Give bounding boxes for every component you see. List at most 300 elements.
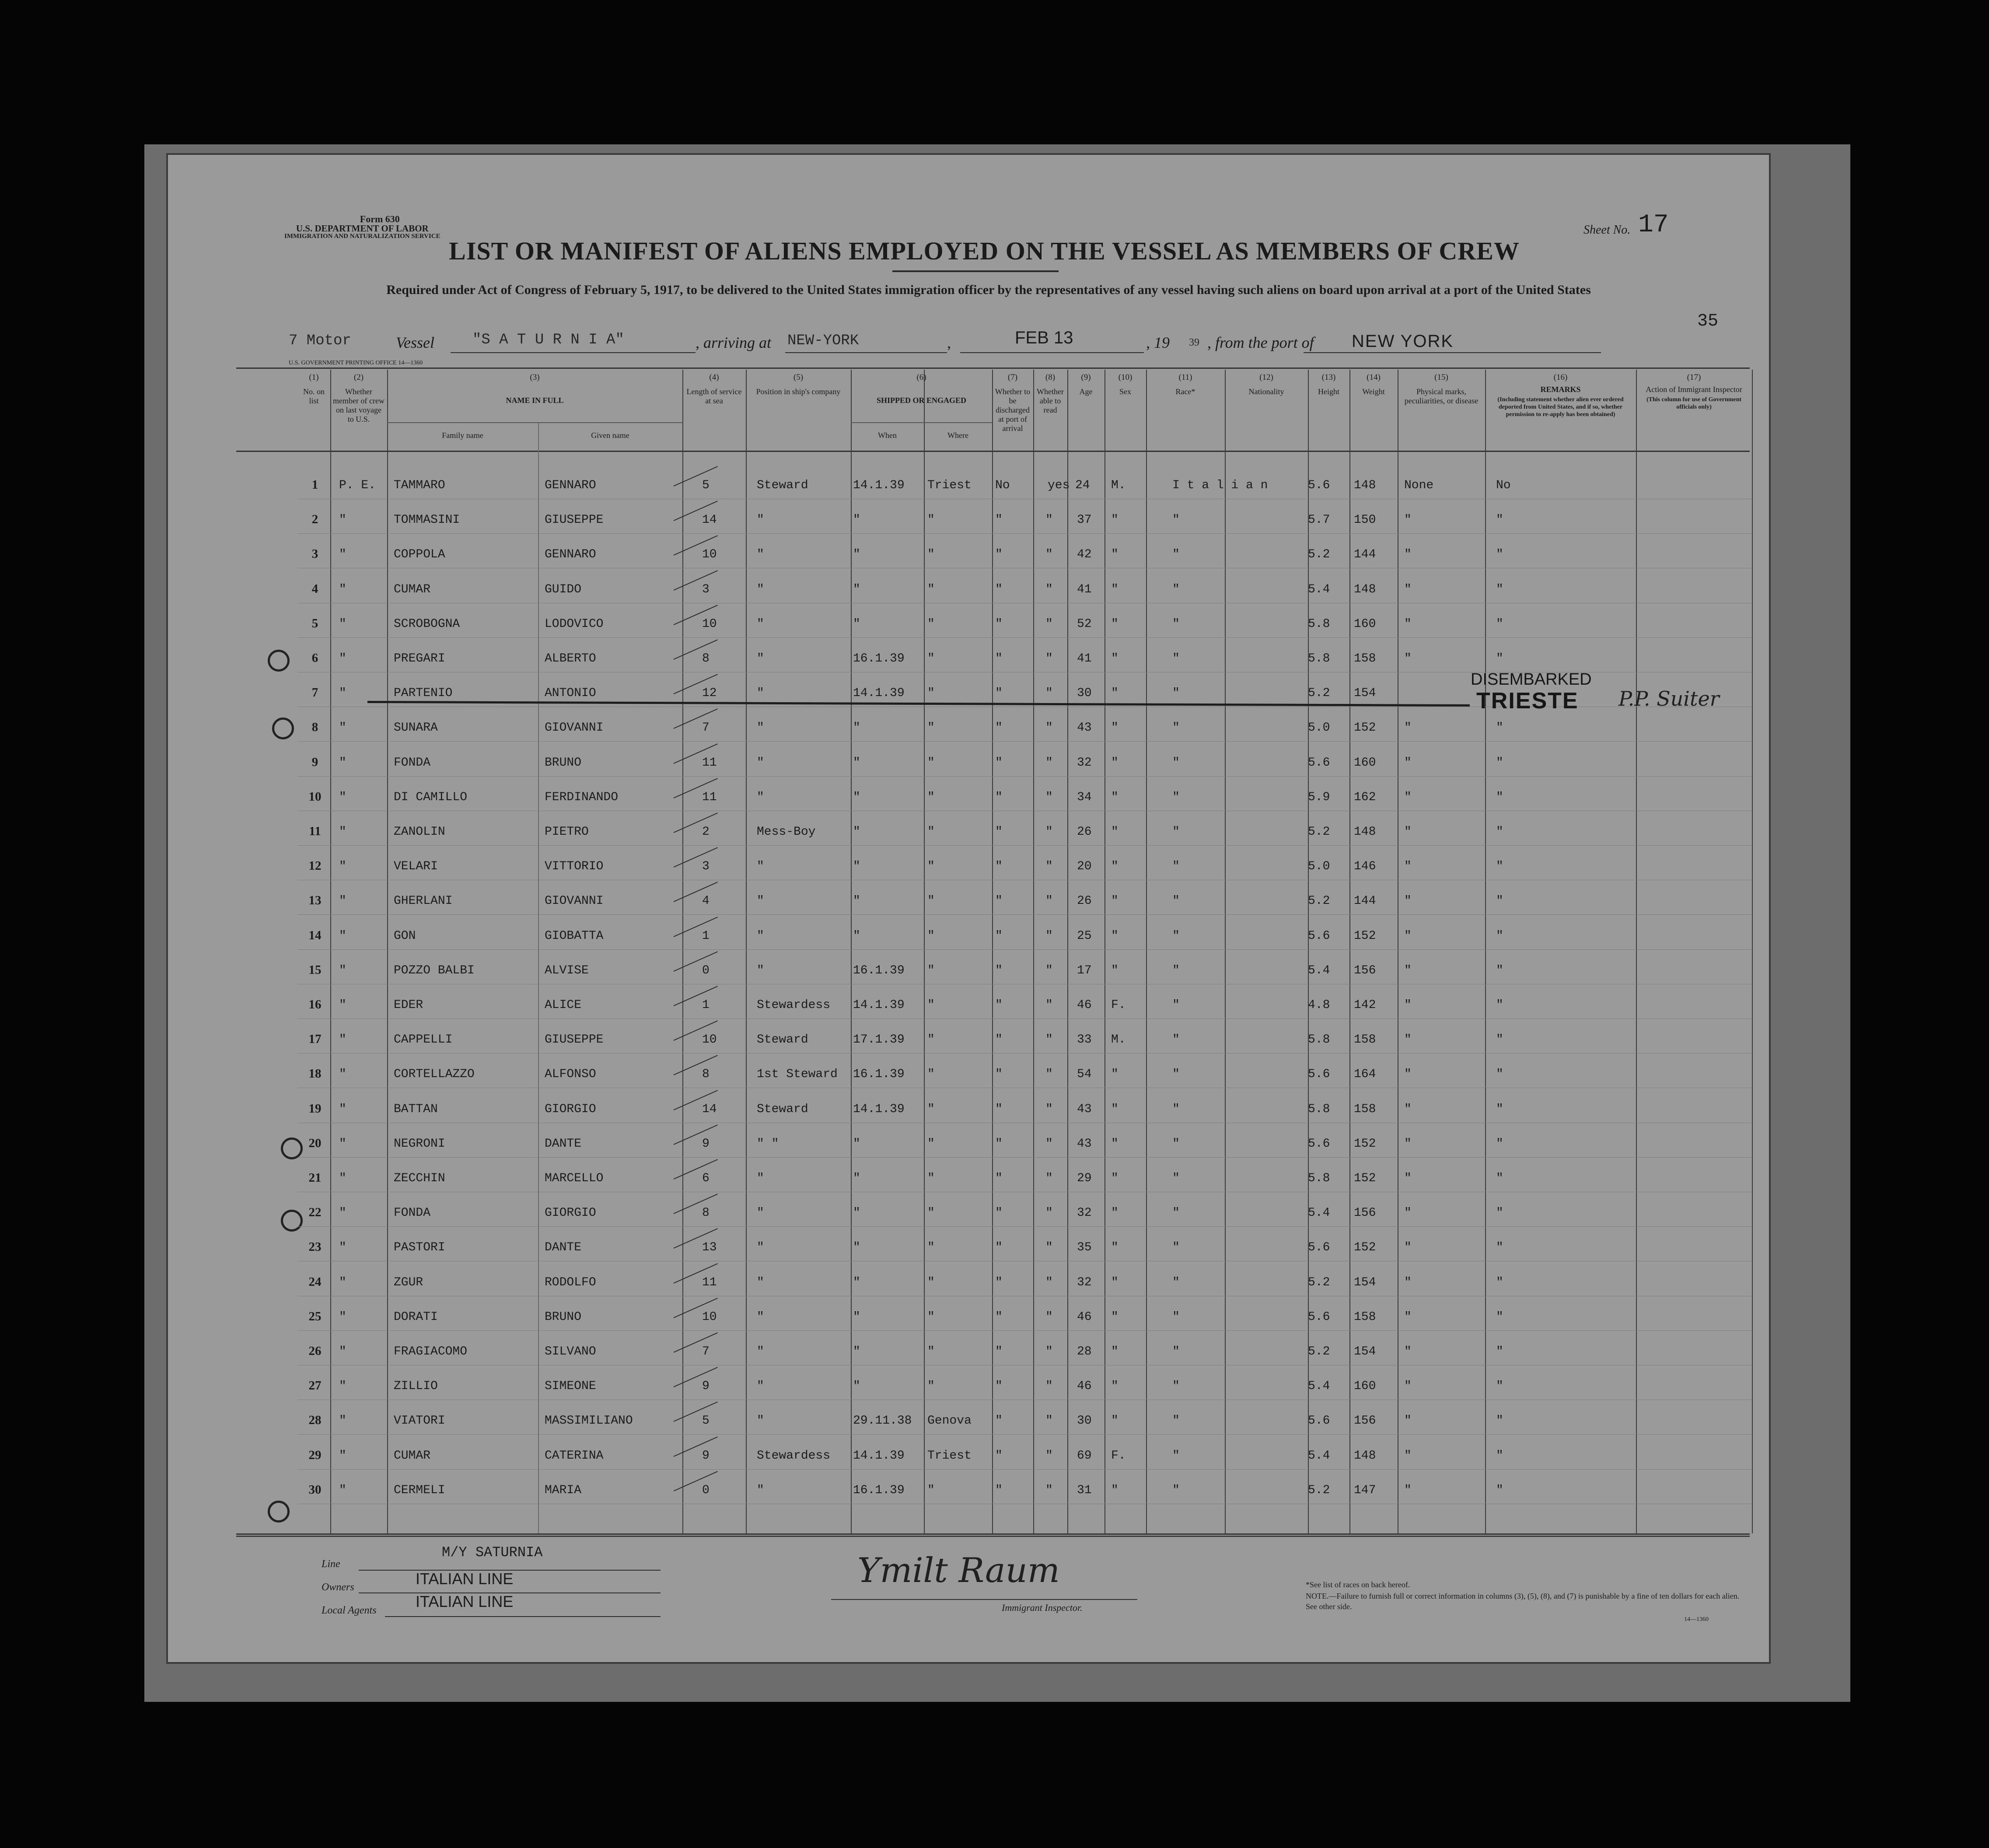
cell-discharged: "	[995, 791, 1003, 804]
row-number: 20	[308, 1136, 322, 1150]
cell-prev: "	[339, 860, 346, 873]
cell-when: 16.1.39	[853, 1484, 905, 1497]
from-port: NEW YORK	[1352, 332, 1454, 351]
row-number: 13	[308, 893, 322, 907]
cell-when: 17.1.39	[853, 1033, 905, 1046]
column-divider	[387, 370, 388, 1533]
row-rule	[297, 845, 1752, 846]
cell-discharged: "	[995, 998, 1003, 1012]
cell-when: "	[853, 825, 860, 839]
cell-nationality: "	[1172, 721, 1180, 735]
cell-marks: "	[1404, 825, 1412, 839]
cell-nationality: "	[1172, 825, 1180, 839]
cell-remarks: "	[1496, 825, 1503, 839]
cell-weight: 150	[1354, 513, 1376, 527]
column-divider	[1752, 370, 1753, 1533]
cell-age: 37	[1077, 513, 1092, 527]
cell-marks: "	[1404, 929, 1412, 943]
cell-position: "	[757, 548, 764, 561]
cell-nationality: "	[1172, 1449, 1180, 1463]
cell-when: 16.1.39	[853, 1068, 905, 1081]
cell-position: "	[757, 1379, 764, 1393]
cell-remarks: "	[1496, 1206, 1503, 1220]
cell-family: FONDA	[394, 1206, 431, 1220]
cell-age: 32	[1077, 1206, 1092, 1220]
cell-position: "	[757, 617, 764, 631]
cell-read: "	[1045, 721, 1053, 735]
cell-when: 14.1.39	[853, 998, 905, 1012]
cell-given: ALVISE	[545, 964, 589, 977]
cell-nationality: "	[1172, 964, 1180, 977]
cell-read: "	[1045, 1310, 1053, 1324]
column-header: Position in ship's company	[756, 387, 841, 396]
line-value: M/Y SATURNIA	[442, 1544, 543, 1561]
cell-age: 43	[1077, 1102, 1092, 1116]
cell-height: 5.9	[1308, 791, 1330, 804]
cell-when: 29.11.38	[853, 1414, 912, 1428]
cell-weight: 158	[1354, 1102, 1376, 1116]
cell-where: "	[927, 548, 935, 561]
cell-prev: "	[339, 721, 346, 735]
cell-where: "	[927, 1310, 935, 1324]
cell-service: 1	[702, 998, 710, 1012]
cell-nationality: "	[1172, 617, 1180, 631]
column-number: (11)	[1178, 373, 1192, 382]
cell-family: SCROBOGNA	[394, 617, 460, 631]
cell-position: Stewardess	[757, 998, 831, 1012]
cell-age: 35	[1077, 1241, 1092, 1254]
cell-height: 5.2	[1308, 1276, 1330, 1289]
cell-service: 8	[702, 1206, 710, 1220]
cell-sex: "	[1111, 1310, 1119, 1324]
cell-weight: 154	[1354, 1276, 1376, 1289]
vessel-label: Vessel	[396, 334, 434, 351]
cell-read: yes	[1048, 479, 1070, 492]
column-header: NAME IN FULL	[506, 396, 564, 405]
cell-service: 10	[702, 617, 717, 631]
cell-family: ZGUR	[394, 1276, 423, 1289]
cell-position: "	[757, 860, 764, 873]
cell-height: 5.4	[1308, 1449, 1330, 1463]
row-rule	[297, 1157, 1752, 1158]
cell-sex: "	[1111, 548, 1119, 561]
column-header: Race*	[1175, 387, 1195, 396]
cell-weight: 160	[1354, 617, 1376, 631]
cell-where: "	[927, 686, 935, 700]
cell-weight: 148	[1354, 1449, 1376, 1463]
form-code: 14—1360	[1684, 1616, 1709, 1623]
cell-nationality: "	[1172, 1172, 1180, 1185]
cell-family: EDER	[394, 998, 423, 1012]
cell-discharged: "	[995, 1449, 1003, 1463]
cell-discharged: "	[995, 1172, 1003, 1185]
row-rule	[297, 1330, 1752, 1331]
row-number: 22	[308, 1205, 322, 1219]
row-number: 6	[311, 651, 318, 665]
cell-weight: 152	[1354, 1137, 1376, 1151]
row-number: 4	[311, 582, 318, 596]
cell-read: "	[1045, 1241, 1053, 1254]
cell-height: 5.2	[1308, 548, 1330, 561]
cell-family: CUMAR	[394, 1449, 431, 1463]
cell-prev: "	[339, 929, 346, 943]
cell-service: 9	[702, 1449, 710, 1463]
cell-given: GIOVANNI	[545, 894, 604, 908]
cell-service: 6	[702, 1172, 710, 1185]
cell-remarks: "	[1496, 1172, 1503, 1185]
from-label: , from the port of	[1207, 334, 1314, 351]
column-header: REMARKS	[1540, 385, 1581, 394]
cell-marks: "	[1404, 1102, 1412, 1116]
cell-family: VIATORI	[394, 1414, 445, 1428]
cell-family: PREGARI	[394, 652, 445, 665]
cell-prev: "	[339, 998, 346, 1012]
cell-age: 54	[1077, 1068, 1092, 1081]
row-number: 15	[308, 963, 322, 977]
cell-where: "	[927, 825, 935, 839]
row-number: 18	[308, 1067, 322, 1081]
cell-family: NEGRONI	[394, 1137, 445, 1151]
cell-discharged: "	[995, 1206, 1003, 1220]
footer-top-rule	[236, 1536, 1750, 1537]
inspector-label: Immigrant Inspector.	[1002, 1602, 1083, 1613]
row-rule	[297, 741, 1752, 742]
cell-age: 43	[1077, 1137, 1092, 1151]
cell-prev: "	[339, 894, 346, 908]
cell-sex: "	[1111, 1414, 1119, 1428]
column-subheader: When	[878, 431, 897, 440]
cell-nationality: "	[1172, 1137, 1180, 1151]
cell-weight: 144	[1354, 894, 1376, 908]
cell-family: FONDA	[394, 756, 431, 770]
cell-where: "	[927, 1345, 935, 1358]
cell-where: Triest	[927, 479, 972, 492]
cell-position: "	[757, 1414, 764, 1428]
cell-prev: "	[339, 1310, 346, 1324]
cell-given: GIOVANNI	[545, 721, 604, 735]
cell-marks: "	[1404, 617, 1412, 631]
cell-height: 5.8	[1308, 617, 1330, 631]
cell-sex: "	[1111, 756, 1119, 770]
cell-marks: "	[1404, 998, 1412, 1012]
row-number: 12	[308, 859, 322, 873]
fill-rule	[451, 352, 696, 353]
cell-read: "	[1045, 791, 1053, 804]
cell-service: 12	[702, 686, 717, 700]
table-bottom-rule	[236, 1533, 1750, 1535]
cell-when: 14.1.39	[853, 1449, 905, 1463]
cell-prev: "	[339, 756, 346, 770]
cell-family: ZANOLIN	[394, 825, 445, 839]
cell-sex: "	[1111, 825, 1119, 839]
cell-height: 5.8	[1308, 1033, 1330, 1046]
cell-read: "	[1045, 1137, 1053, 1151]
cell-age: 34	[1077, 791, 1092, 804]
cell-marks: "	[1404, 513, 1412, 527]
cell-sex: "	[1111, 652, 1119, 665]
cell-family: BATTAN	[394, 1102, 438, 1116]
cell-read: "	[1045, 548, 1053, 561]
cell-sex: "	[1111, 1379, 1119, 1393]
cell-when: "	[853, 721, 860, 735]
cell-weight: 158	[1354, 652, 1376, 665]
cell-prev: "	[339, 1241, 346, 1254]
column-divider	[924, 370, 925, 1533]
row-number: 2	[311, 512, 318, 526]
cell-read: "	[1045, 617, 1053, 631]
year: 39	[1189, 337, 1199, 348]
cell-family: CORTELLAZZO	[394, 1068, 475, 1081]
row-number: 1	[311, 478, 318, 492]
cell-discharged: "	[995, 894, 1003, 908]
cell-nationality: "	[1172, 998, 1180, 1012]
cell-prev: "	[339, 1206, 346, 1220]
cell-service: 10	[702, 1310, 717, 1324]
cell-read: "	[1045, 686, 1053, 700]
cell-position: "	[757, 1206, 764, 1220]
column-number: (12)	[1259, 373, 1273, 382]
cell-prev: P. E.	[339, 479, 376, 492]
cell-marks: "	[1404, 1345, 1412, 1358]
cell-read: "	[1045, 929, 1053, 943]
row-number: 16	[308, 998, 322, 1012]
cell-discharged: "	[995, 964, 1003, 977]
sheet-number-label: Sheet No.	[1584, 223, 1631, 237]
cell-age: 69	[1077, 1449, 1092, 1463]
cell-sex: "	[1111, 1484, 1119, 1497]
cell-family: GHERLANI	[394, 894, 453, 908]
row-number: 26	[308, 1344, 322, 1358]
disembarked-stamp: DISEMBARKED	[1471, 670, 1592, 689]
column-divider	[1308, 370, 1309, 1533]
cell-service: 3	[702, 860, 710, 873]
cell-when: "	[853, 1379, 860, 1393]
column-divider	[1067, 370, 1068, 1533]
cell-read: "	[1045, 1102, 1053, 1116]
cell-where: "	[927, 894, 935, 908]
cell-family: GON	[394, 929, 416, 943]
cell-discharged: No	[995, 479, 1010, 492]
cell-marks: "	[1404, 1068, 1412, 1081]
penalty-note: NOTE.—Failure to furnish full or correct information in columns (3), (5), (8), and (7) is punishable by a fine of ten dollars for each alien. See other side.	[1306, 1592, 1740, 1611]
column-divider	[1225, 370, 1226, 1533]
cell-given: ALICE	[545, 998, 582, 1012]
owners-label: Owners	[322, 1582, 354, 1593]
cell-marks: "	[1404, 721, 1412, 735]
cell-height: 5.4	[1308, 583, 1330, 596]
cell-position: Stewardess	[757, 1449, 831, 1463]
column-number: (6)	[916, 373, 926, 382]
cell-given: MARIA	[545, 1484, 582, 1497]
cell-when: "	[853, 617, 860, 631]
cell-age: 30	[1077, 686, 1092, 700]
row-number: 25	[308, 1309, 322, 1323]
cell-service: 11	[702, 1276, 717, 1289]
cell-discharged: "	[995, 617, 1003, 631]
cell-service: 8	[702, 1068, 710, 1081]
cell-age: 24	[1075, 479, 1090, 492]
cell-weight: 158	[1354, 1033, 1376, 1046]
cell-remarks: "	[1496, 756, 1503, 770]
cell-position: "	[757, 791, 764, 804]
column-number: (17)	[1687, 373, 1701, 382]
cell-family: ZILLIO	[394, 1379, 438, 1393]
reinforcement-ring	[281, 1210, 303, 1232]
cell-read: "	[1045, 1276, 1053, 1289]
cell-remarks: "	[1496, 1414, 1503, 1428]
cell-height: 5.4	[1308, 1206, 1330, 1220]
cell-read: "	[1045, 964, 1053, 977]
cell-position: "	[757, 929, 764, 943]
department-name: U.S. DEPARTMENT OF LABOR	[296, 223, 429, 234]
cell-nationality: "	[1172, 791, 1180, 804]
cell-discharged: "	[995, 929, 1003, 943]
cell-prev: "	[339, 1102, 346, 1116]
cell-weight: 148	[1354, 479, 1376, 492]
cell-service: 14	[702, 1102, 717, 1116]
row-number: 30	[308, 1483, 322, 1497]
cell-marks: "	[1404, 1137, 1412, 1151]
cell-remarks: "	[1496, 894, 1503, 908]
cell-service: 1	[702, 929, 710, 943]
cell-service: 11	[702, 756, 717, 770]
cell-sex: "	[1111, 1276, 1119, 1289]
column-divider	[1636, 370, 1637, 1533]
inspector-signature: Ymilt Raum	[857, 1551, 1060, 1590]
cell-discharged: "	[995, 1241, 1003, 1254]
cell-weight: 156	[1354, 964, 1376, 977]
cell-nationality: "	[1172, 548, 1180, 561]
cell-read: "	[1045, 1379, 1053, 1393]
cell-read: "	[1045, 1068, 1053, 1081]
cell-prev: "	[339, 1033, 346, 1046]
cell-read: "	[1045, 998, 1053, 1012]
cell-position: "	[757, 721, 764, 735]
cell-height: 5.2	[1308, 1484, 1330, 1497]
row-rule	[297, 533, 1752, 534]
column-header: SHIPPED OR ENGAGED	[876, 396, 967, 405]
cell-age: 43	[1077, 721, 1092, 735]
row-rule	[297, 776, 1752, 777]
column-divider	[851, 370, 852, 1533]
column-number: (13)	[1321, 373, 1336, 382]
cell-where: "	[927, 998, 935, 1012]
cell-read: "	[1045, 652, 1053, 665]
cell-remarks: "	[1496, 929, 1503, 943]
cell-height: 5.7	[1308, 513, 1330, 527]
column-number: (3)	[530, 373, 540, 382]
row-number: 9	[311, 755, 318, 769]
owners-value: ITALIAN LINE	[416, 1570, 514, 1588]
cell-service: 10	[702, 1033, 717, 1046]
cell-marks: "	[1404, 1310, 1412, 1324]
cell-prev: "	[339, 1414, 346, 1428]
cell-nationality: "	[1172, 1379, 1180, 1393]
cell-weight: 147	[1354, 1484, 1376, 1497]
cell-where: "	[927, 860, 935, 873]
cell-family: CUMAR	[394, 583, 431, 596]
cell-marks: "	[1404, 860, 1412, 873]
page-subtitle: Required under Act of Congress of February 5, 1917, to be delivered to the United States immigration officer by the representatives of any vessel having such aliens on board upon arrival at a port of the United States	[386, 283, 1591, 297]
fill-rule	[831, 1599, 1137, 1600]
fill-rule	[1304, 352, 1601, 353]
cell-age: 28	[1077, 1345, 1092, 1358]
row-number: 24	[308, 1275, 322, 1289]
cell-where: "	[927, 1241, 935, 1254]
cell-discharged: "	[995, 652, 1003, 665]
column-divider	[746, 370, 747, 1533]
arriving-label: , arriving at	[696, 334, 772, 351]
cell-prev: "	[339, 652, 346, 665]
cell-discharged: "	[995, 1102, 1003, 1116]
cell-family: ZECCHIN	[394, 1172, 445, 1185]
cell-prev: "	[339, 686, 346, 700]
cell-remarks: "	[1496, 964, 1503, 977]
row-number: 21	[308, 1171, 322, 1185]
cell-sex: "	[1111, 617, 1119, 631]
cell-weight: 160	[1354, 756, 1376, 770]
cell-sex: "	[1111, 1172, 1119, 1185]
cell-where: "	[927, 1033, 935, 1046]
column-divider	[682, 370, 683, 1533]
cell-prev: "	[339, 1137, 346, 1151]
cell-when: 14.1.39	[853, 1102, 905, 1116]
cell-family: CERMELI	[394, 1484, 445, 1497]
cell-discharged: "	[995, 721, 1003, 735]
cell-service: 5	[702, 1414, 710, 1428]
cell-prev: "	[339, 513, 346, 527]
cell-weight: 156	[1354, 1414, 1376, 1428]
cell-family: DI CAMILLO	[394, 791, 468, 804]
row-number: 10	[308, 790, 322, 804]
shipped-subheader-rule	[851, 422, 992, 423]
cell-weight: 152	[1354, 1241, 1376, 1254]
column-header: Nationality	[1248, 387, 1284, 396]
cell-position: "	[757, 513, 764, 527]
cell-sex: M.	[1111, 479, 1126, 492]
cell-service: 7	[702, 721, 710, 735]
cell-age: 29	[1077, 1172, 1092, 1185]
cell-given: MASSIMILIANO	[545, 1414, 633, 1428]
row-number: 7	[311, 686, 318, 700]
cell-given: ANTONIO	[545, 686, 596, 700]
cell-position: Mess-Boy	[757, 825, 816, 839]
cell-height: 5.0	[1308, 721, 1330, 735]
cell-height: 5.2	[1308, 1345, 1330, 1358]
cell-where: "	[927, 583, 935, 596]
cell-service: 11	[702, 791, 717, 804]
row-rule	[297, 1053, 1752, 1054]
cell-where: "	[927, 1137, 935, 1151]
cell-given: CATERINA	[545, 1449, 604, 1463]
cell-nationality: "	[1172, 929, 1180, 943]
cell-given: GIUSEPPE	[545, 513, 604, 527]
cell-where: "	[927, 721, 935, 735]
cell-where: "	[927, 791, 935, 804]
cell-discharged: "	[995, 686, 1003, 700]
cell-read: "	[1045, 756, 1053, 770]
cell-remarks: "	[1496, 583, 1503, 596]
column-divider	[1485, 370, 1486, 1533]
vessel-name: "S A T U R N I A"	[472, 332, 624, 348]
cell-discharged: "	[995, 1484, 1003, 1497]
cell-read: "	[1045, 1206, 1053, 1220]
cell-age: 17	[1077, 964, 1092, 977]
cell-given: GIOBATTA	[545, 929, 604, 943]
cell-remarks: "	[1496, 1241, 1503, 1254]
cell-discharged: "	[995, 1414, 1003, 1428]
cell-service: 14	[702, 513, 717, 527]
